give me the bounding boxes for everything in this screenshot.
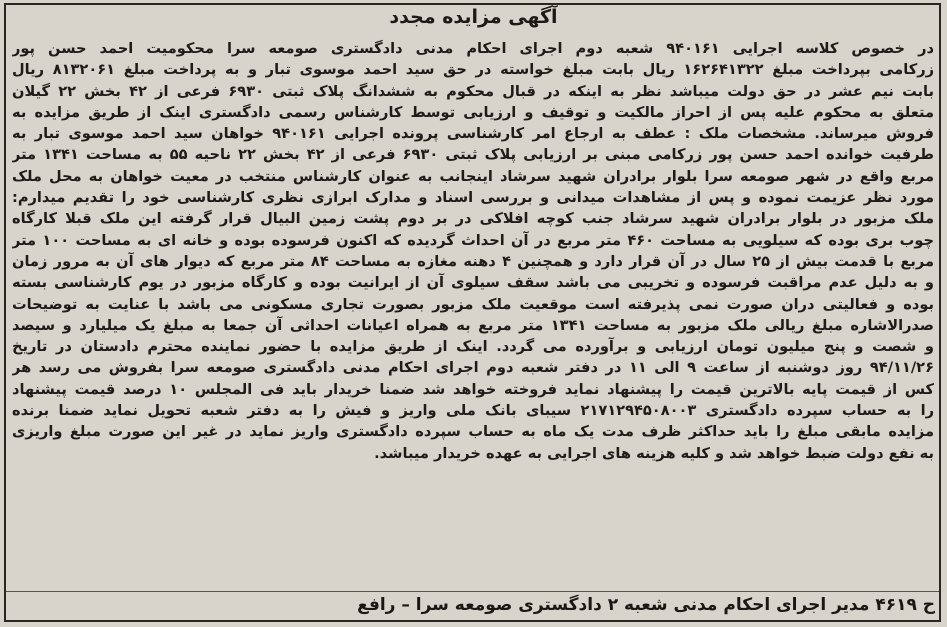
notice-line: بابت نیم عشر در حق دولت میباشد نظر به اینکه در قبال محکوم به ششدانگ پلاک ثبتی ۶۹۳۰ فرعی از ۴۲ بخش ۲۲ گیلان: [12, 82, 934, 100]
notice-line: چوب بری بوده که سیلویی به مساحت ۴۶۰ متر مربع در آن احداث گردیده که اکنون فرسوده بوده و خانه ای به مساحت ۱۰۰ متر: [12, 231, 934, 249]
notice-line: زرکامی بپرداخت مبلغ ۱۶۲۶۴۱۳۲۲ ریال بابت مبلغ خواسته در حق سید احمد موسوی تبار و به پرداخت مبلغ ۸۱۳۲۰۶۱ ریال: [12, 61, 934, 79]
notice-line: مربع با قدمت بیش از ۲۵ سال در آن قرار دارد و همچنین ۴ دهنه مغازه به مساحت ۸۴ متر مربع که دیوار های آن به مرور زمان: [12, 252, 934, 270]
notice-body: [12, 38, 934, 464]
notice-line: بوده و فعالیتی دران صورت نمی پذیرفته است موقعیت ملک مزبور بصورت تجاری مسکونی می باشد با عنایت به توضیحات: [12, 295, 934, 313]
notice-line: و به دلیل عدم مراقبت فرسوده و تخریبی می باشد سقف سیلوی آن از ایرانیت بوده و کارگاه مزبور در یوم کارشناسی بسته: [12, 274, 934, 292]
notice-line: را به حساب سپرده دادگستری ۲۱۷۱۲۹۴۵۰۸۰۰۳ سیبای بانک ملی واریز و فیش را به دفتر شعبه تحویل نماید ضمنا برنده: [12, 402, 934, 420]
notice-line: ۹۴/۱۱/۲۶ روز دوشنبه از ساعت ۹ الی ۱۱ در دفتر شعبه دوم اجرای احکام مدنی دادگستری صومعه سرا بفروش می رسد هر: [12, 359, 934, 377]
notice-line: در خصوص کلاسه اجرایی ۹۴۰۱۶۱ شعبه دوم اجرای احکام مدنی دادگستری صومعه سرا محکومیت احمد حسن پور: [12, 40, 934, 57]
notice-line: مربع واقع در شهر صومعه سرا بلوار برادران شهید سرشاد اینجانب به عنوان کارشناس منتخب در معیت خواهان به محل ملک: [12, 167, 934, 185]
notice-line: به نفع دولت ضبط خواهد شد و کلیه هزینه های اجرایی به عهده خریدار میباشد.: [374, 444, 934, 462]
notice-title: آگهی مزایده مجدد: [389, 6, 558, 28]
notice-line: مورد نظر عزیمت نموده و پس از مشاهدات میدانی و بررسی اسناد و مدارک ابرازی نظری کارشناسی خود را تقدیم میدارم:: [12, 189, 934, 207]
notice-line: طرفیت خوانده احمد حسن پور زرکامی مبنی بر ارزیابی پلاک ثبتی ۶۹۳۰ فرعی از ۴۲ بخش ۲۲ ناحیه ۵۵ به مساحت ۱۳۴۱ متر: [12, 146, 934, 164]
notice-line: و شصت و پنج میلیون تومان ارزیابی و برآورده می گردد. اینک از طریق مزایده با حضور نماینده محترم دادستان در تاریخ: [12, 338, 934, 356]
notice-line: فروش میرساند. مشخصات ملک : عطف به ارجاع امر کارشناسی پرونده اجرایی ۹۴۰۱۶۱ خواهان سید احمد موسوی تبار به: [12, 125, 934, 143]
notice-line: متعلق به محکوم علیه پس از احراز مالکیت و توقیف و ارزیابی توسط کارشناس رسمی دادگستری اینک از طریق مزایده به: [12, 103, 934, 121]
notice-line: مزایده مابقی مبلغ را باید حداکثر ظرف مدت یک ماه به حساب سپرده دادگستری واریز نماید در غیر این صورت مبلغ واریزی: [12, 423, 934, 441]
notice-line: صدرالاشاره مبلغ ریالی ملک مزبور به مساحت ۱۳۴۱ متر مربع به همراه اعیانات احداثی آن جمعا به مبلغ یک میلیارد و سیصد: [12, 316, 934, 334]
notice-signature: ح ۴۶۱۹ مدیر اجرای احکام مدنی شعبه ۲ دادگستری صومعه سرا – رافع: [357, 595, 935, 615]
notice-line: ملک مزبور در بلوار برادران شهید سرشاد جنب کوچه افلاکی در بر دوم پشت زمین البیال قرار گرفته این ملک قبلا کارگاه: [12, 210, 934, 228]
notice-line: کس از قیمت پایه بالاترین قیمت را پیشنهاد نماید فروخته خواهد شد ضمنا خریدار باید فی المجلس ۱۰ درصد قیمت پیشنهاد: [12, 380, 934, 398]
